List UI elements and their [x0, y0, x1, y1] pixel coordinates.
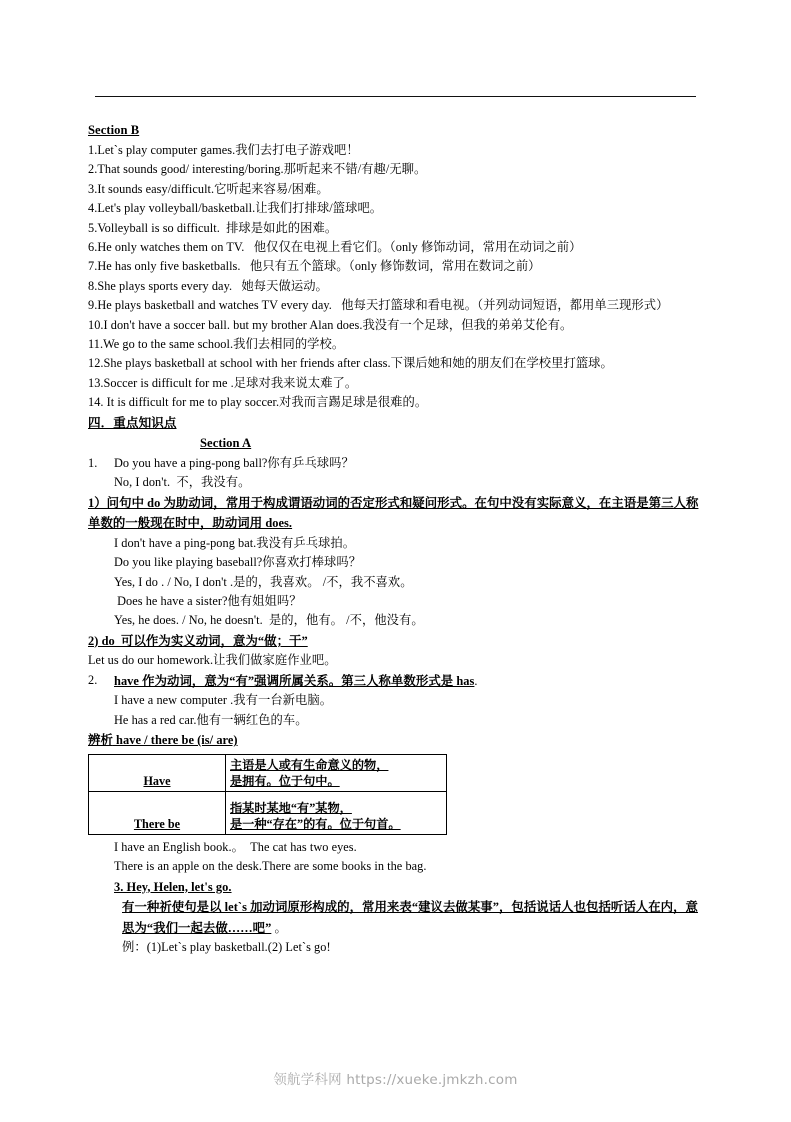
grammar-note-3-title: 3. Hey, Helen, let's go. [114, 879, 232, 894]
example-sentence: There is an apple on the desk.There are some books in the bag. [114, 859, 427, 874]
header-divider [95, 96, 696, 97]
section-b-item: 9.He plays basketball and watches TV every day. 他每天打篮球和看电视。（并列动词短语，都用单三现形式） [88, 298, 669, 313]
section-b-item: 12.She plays basketball at school with her friends after class.下课后她和她的朋友们在学校里打篮球。 [88, 356, 613, 371]
item-text [114, 671, 708, 692]
table-cell-value [226, 754, 447, 791]
key-point-item-2 [88, 671, 708, 692]
section-b-item: 14. It is difficult for me to play soccer.对我而言踢足球是很难的。 [88, 395, 428, 410]
item-text-bold: have 作为动词，意为“有”强调所属关系。第三人称单数形式是 has [114, 673, 475, 688]
example-sentence: Yes, he does. / No, he doesn't. 是的，他有。 /不，他没有。 [114, 613, 424, 628]
section-b-item: 5.Volleyball is so difficult. 排球是如此的困难。 [88, 220, 338, 235]
table-value-line: 是拥有。位于句中。 [230, 774, 340, 789]
item-number: 1. [88, 455, 98, 470]
grammar-note-1: 1）问句中 do 为助动词，常用于构成谓语动词的否定形式和疑问形式。在句中没有实际意义，在主语是第三人称单数的一般现在时中，助动词用 does. [88, 495, 699, 531]
table-cell-key [89, 754, 226, 791]
section-a-heading: Section A [200, 435, 252, 450]
grammar-note-2: 2) do 可以作为实义动词，意为“做；干” [88, 633, 308, 648]
example-sentence: He has a red car.他有一辆红色的车。 [114, 712, 308, 727]
compare-label-en: have / there be (is/ are) [112, 733, 238, 748]
section-b-heading: Section B [88, 123, 140, 137]
table-row [89, 754, 447, 791]
item-text-tail: . [474, 673, 478, 688]
section-b-item: 4.Let's play volleyball/basketball.让我们打排球/篮球吧。 [88, 201, 383, 216]
key-point-item-1 [88, 454, 708, 473]
example-sentence: I don't have a ping-pong bat.我没有乒乓球拍。 [114, 535, 356, 550]
example-sentence: Do you like playing baseball?你喜欢打棒球吗？ [114, 555, 362, 570]
example-sentence: Yes, I do . / No, I don't .是的，我喜欢。 /不，我不喜欢。 [114, 574, 413, 589]
item-question: Do you have a ping-pong ball?你有乒乓球吗？ [114, 455, 354, 470]
table-cell-key [89, 791, 226, 834]
table-value-line: 指某时某地“有”某物， [230, 800, 352, 815]
have-vs-therebe-table [88, 754, 447, 835]
table-key-label: Have [143, 774, 171, 789]
table-cell-value [226, 791, 447, 834]
example-sentence: 例：(1)Let`s play basketball.(2) Let`s go! [122, 940, 331, 955]
example-sentence: I have an English book.。 The cat has two eyes. [114, 839, 357, 854]
grammar-note-3-tail: 。 [271, 920, 287, 935]
table-value-line: 是一种“存在”的有。位于句首。 [230, 817, 401, 832]
section-b-item: 8.She plays sports every day. 她每天做运动。 [88, 278, 328, 293]
site-watermark: 领航学科网 https://xueke.jmkzh.com [273, 1072, 518, 1088]
section-b-item: 6.He only watches them on TV. 他仅仅在电视上看它们。（only 修饰动词，常用在动词之前） [88, 240, 582, 255]
example-sentence: Let us do our homework.让我们做家庭作业吧。 [88, 653, 337, 668]
compare-label-cn: 辨析 [88, 733, 113, 748]
table-key-label: There be [133, 817, 181, 832]
key-points-heading: 四．重点知识点 [88, 415, 177, 430]
section-b-item: 7.He has only five basketballs. 他只有五个篮球。（only 修饰数词，常用在数词之前） [88, 259, 541, 274]
compare-label [88, 730, 708, 751]
section-b-item: 10.I don't have a soccer ball. but my brother Alan does.我没有一个足球，但我的弟弟艾伦有。 [88, 317, 573, 332]
example-sentence: I have a new computer .我有一台新电脑。 [114, 693, 333, 708]
item-number: 2. [88, 672, 98, 687]
table-row [89, 791, 447, 834]
section-b-item: 3.It sounds easy/difficult.它听起来容易/困难。 [88, 181, 329, 196]
section-b-item: 2.That sounds good/ interesting/boring.那听起来不错/有趣/无聊。 [88, 162, 427, 177]
grammar-note-3-body-wrap [122, 897, 708, 938]
document-content [88, 120, 708, 958]
section-b-item: 13.Soccer is difficult for me .足球对我来说太难了。 [88, 375, 358, 390]
example-sentence: Does he have a sister?他有姐姐吗？ [114, 593, 302, 608]
table-value-line: 主语是人或有生命意义的物， [230, 757, 389, 772]
section-b-item: 1.Let`s play computer games.我们去打电子游戏吧！ [88, 143, 359, 157]
section-b-item: 11.We go to the same school.我们去相同的学校。 [88, 337, 345, 352]
grammar-note-3-body: 有一种祈使句是以 let`s 加动词原形构成的，常用来表“建议去做某事”，包括说话人也包括听话人在内，意思为“我们一起去做……吧” [122, 900, 698, 935]
item-answer: No, I don't. 不，我没有。 [114, 475, 251, 490]
